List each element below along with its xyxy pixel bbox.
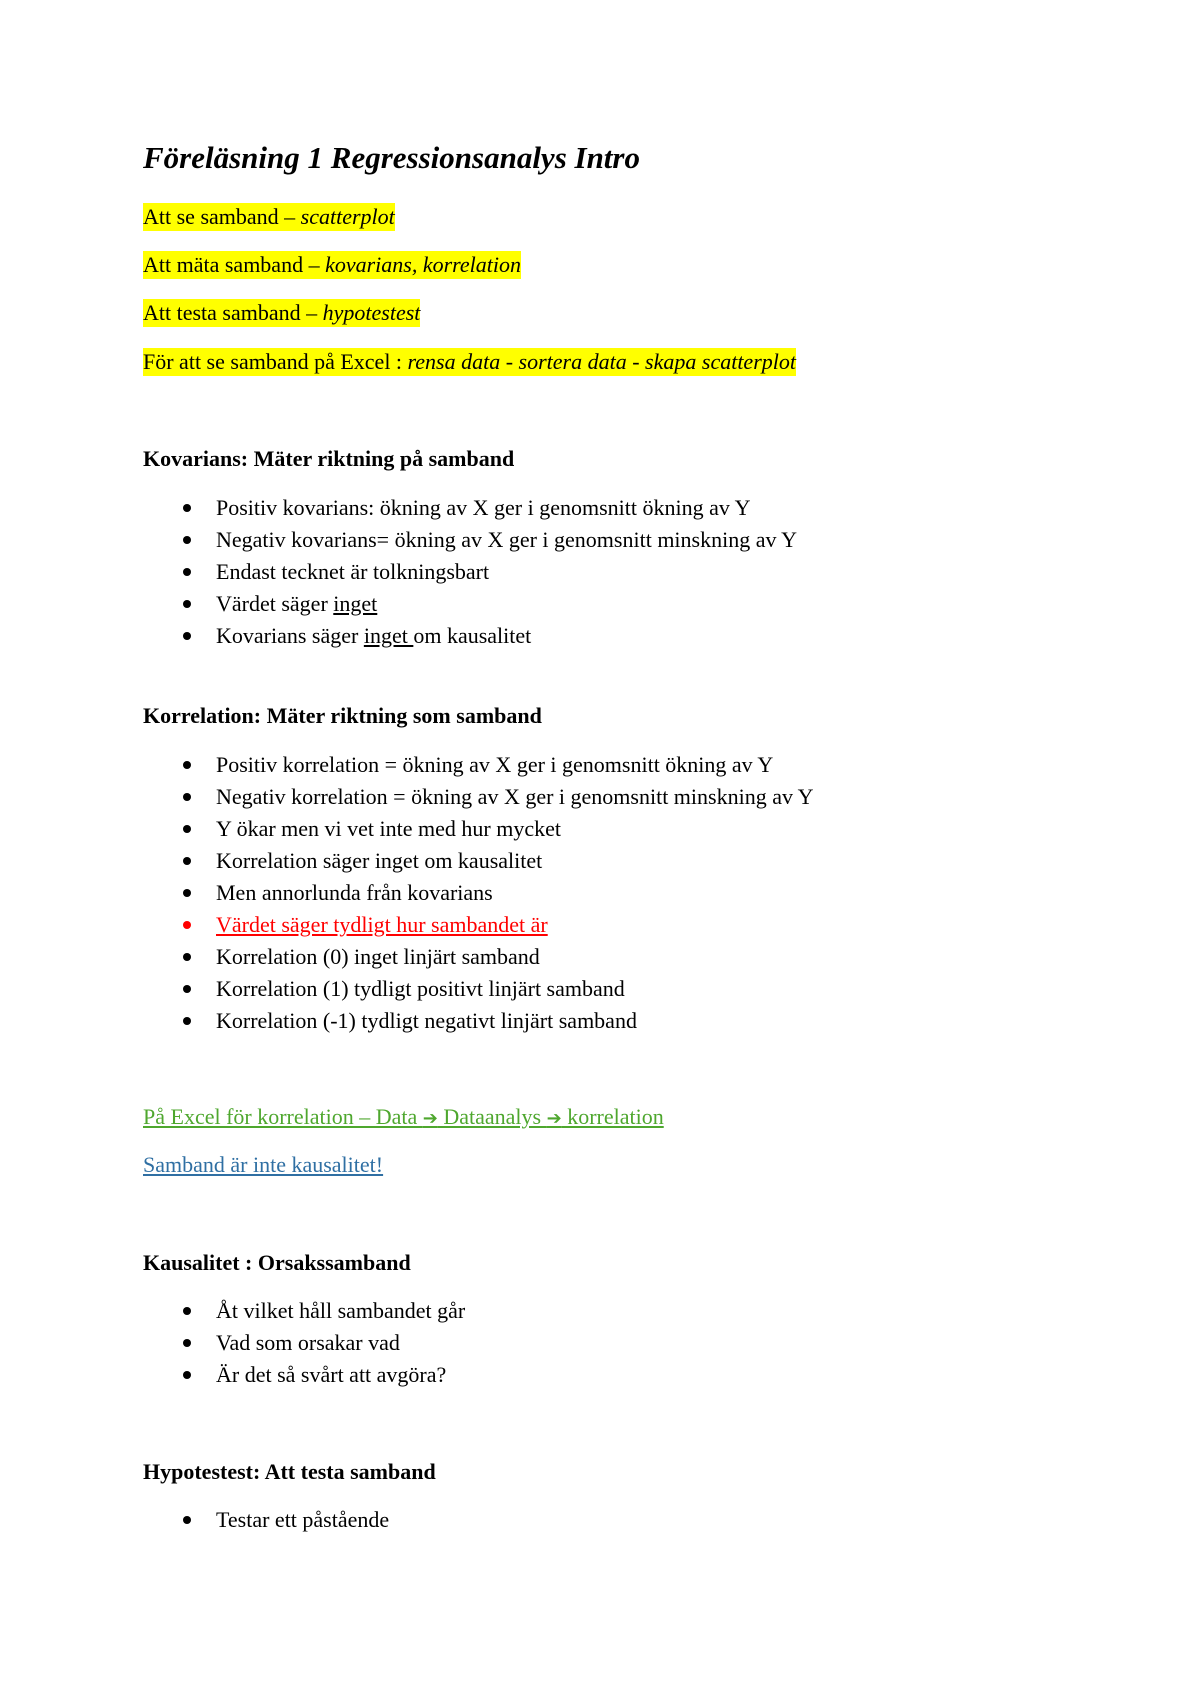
bullet-icon: [183, 1017, 191, 1025]
highlight-text: Att mäta samband –: [143, 252, 326, 277]
list-item-text: Värdet säger: [216, 591, 334, 616]
list-item: [143, 492, 797, 524]
bullet-icon: [183, 600, 191, 608]
samband-link[interactable]: Samband är inte kausalitet!: [143, 1152, 384, 1177]
highlight-text: Att se samband –: [143, 204, 301, 229]
highlight-italic: scatterplot: [300, 204, 395, 229]
list-item: [143, 877, 814, 909]
list-item: [143, 845, 814, 877]
list-item-text: Endast tecknet är tolkningsbart: [216, 559, 490, 584]
list-item-text: om kausalitet: [413, 623, 532, 648]
hypotestest-heading: Hypotestest: Att testa samband: [143, 1459, 436, 1484]
list-item-text: Korrelation säger inget om kausalitet: [216, 848, 543, 873]
link-text: korrelation: [561, 1104, 664, 1129]
highlight-line-4: [143, 348, 796, 376]
kausalitet-heading: Kausalitet : Orsakssamband: [143, 1250, 411, 1275]
highlight-text: Att testa samband –: [143, 300, 323, 325]
bullet-icon: [183, 921, 191, 929]
bullet-icon: [183, 632, 191, 640]
arrow-right-icon: ➔: [546, 1108, 562, 1129]
list-item: [143, 973, 814, 1005]
korrelation-list: [143, 749, 814, 1037]
list-item: [143, 749, 814, 781]
list-item: [143, 556, 797, 588]
list-item: [143, 1005, 814, 1037]
list-item: [143, 620, 797, 652]
highlight-line-1: [143, 203, 395, 231]
bullet-icon: [183, 536, 191, 544]
bullet-icon: [183, 1339, 191, 1347]
list-item: [143, 941, 814, 973]
bullet-icon: [183, 761, 191, 769]
list-item-text: Positiv korrelation = ökning av X ger i genomsnitt ökning av Y: [216, 752, 774, 777]
highlight-italic: hypotestest: [322, 300, 421, 325]
bullet-icon: [183, 889, 191, 897]
list-item: [143, 1504, 389, 1536]
list-item: [143, 1295, 465, 1327]
list-item: [143, 1327, 465, 1359]
highlight-text: För att se samband på Excel :: [143, 349, 408, 374]
list-item-text: Vad som orsakar vad: [216, 1330, 400, 1355]
underlined-text: inget: [333, 591, 378, 616]
bullet-icon: [183, 793, 191, 801]
list-item: [143, 781, 814, 813]
list-item-highlighted: [143, 909, 814, 941]
link-text: Dataanalys: [437, 1104, 547, 1129]
highlight-line-2: [143, 251, 521, 279]
highlight-italic: kovarians, korrelation: [325, 252, 522, 277]
list-item-text: Korrelation (0) inget linjärt samband: [216, 944, 540, 969]
list-item: [143, 813, 814, 845]
list-item-text: Positiv kovarians: ökning av X ger i genomsnitt ökning av Y: [216, 495, 751, 520]
list-item-text: Värdet säger tydligt hur sambandet är: [216, 912, 548, 937]
kovarians-list: [143, 492, 797, 652]
bullet-icon: [183, 504, 191, 512]
bullet-icon: [183, 953, 191, 961]
list-item-text: Negativ korrelation = ökning av X ger i genomsnitt minskning av Y: [216, 784, 814, 809]
bullet-icon: [183, 1516, 191, 1524]
list-item-text: Men annorlunda från kovarians: [216, 880, 493, 905]
kausalitet-list: [143, 1295, 465, 1391]
list-item-text: Testar ett påstående: [216, 1507, 390, 1532]
hypotestest-list: [143, 1504, 389, 1536]
bullet-icon: [183, 1371, 191, 1379]
list-item: [143, 524, 797, 556]
list-item-text: Åt vilket håll sambandet går: [216, 1298, 466, 1323]
list-item: [143, 1359, 465, 1391]
excel-correlation-link[interactable]: [143, 1104, 664, 1130]
page-title: Föreläsning 1 Regressionsanalys Intro: [143, 140, 640, 175]
highlight-italic: rensa data - sortera data - skapa scatterplot: [407, 349, 796, 374]
list-item-text: Korrelation (1) tydligt positivt linjärt samband: [216, 976, 625, 1001]
bullet-icon: [183, 985, 191, 993]
list-item-text: Korrelation (-1) tydligt negativt linjärt samband: [216, 1008, 637, 1033]
bullet-icon: [183, 825, 191, 833]
bullet-icon: [183, 857, 191, 865]
highlight-line-3: [143, 299, 420, 327]
bullet-icon: [183, 568, 191, 576]
bullet-icon: [183, 1307, 191, 1315]
list-item-text: Kovarians säger: [216, 623, 364, 648]
list-item-text: Negativ kovarians= ökning av X ger i genomsnitt minskning av Y: [216, 527, 798, 552]
list-item: [143, 588, 797, 620]
kovarians-heading: Kovarians: Mäter riktning på samband: [143, 446, 515, 471]
korrelation-heading: Korrelation: Mäter riktning som samband: [143, 703, 542, 728]
underlined-text: inget: [363, 623, 414, 648]
list-item-text: Y ökar men vi vet inte med hur mycket: [216, 816, 561, 841]
link-text: På Excel för korrelation – Data: [143, 1104, 423, 1129]
arrow-right-icon: ➔: [422, 1108, 438, 1129]
list-item-text: Är det så svårt att avgöra?: [216, 1362, 447, 1387]
